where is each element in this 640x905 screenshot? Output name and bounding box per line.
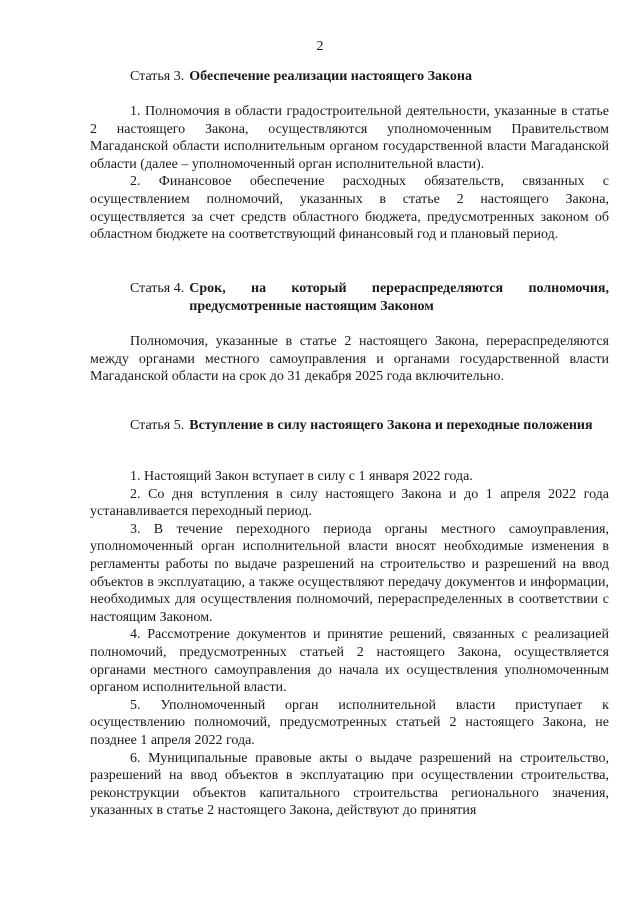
article-5-paragraph-4: 4. Рассмотрение документов и принятие решений, связанных с реализацией полномочий, предусмотренных статьей 2 настоящего Закона, осуществляется органами местного самоуправления до начала их осуществления уполномоченным органом исполнительной власти. bbox=[90, 627, 609, 696]
article-4-label: Статья 4. bbox=[130, 281, 185, 296]
article-5-heading bbox=[90, 417, 609, 435]
article-3-label: Статья 3. bbox=[130, 69, 185, 84]
page-number: 2 bbox=[316, 39, 324, 54]
article-4-paragraph-1: Полномочия, указанные в статье 2 настоящего Закона, перераспределяются между органами местного самоуправления и органами государственной власти Магаданской области на срок до 31 декабря 2025 года включительно. bbox=[90, 334, 609, 385]
article-3-paragraph-2: 2. Финансовое обеспечение расходных обязательств, связанных с осуществлением полномочий, указанных в статье 2 настоящего Закона, осуществляется за счет средств областного бюджета, предусмотренных законом об областном бюджете на соответствующий финансовый год и плановый период. bbox=[90, 174, 609, 243]
article-5-body bbox=[90, 468, 609, 820]
article-3-paragraph-1: 1. Полномочия в области градостроительной деятельности, указанные в статье 2 настоящего Закона, осуществляются уполномоченным Правительством Магаданской области исполнительным органом государственной власти Магаданской области (далее – уполномоченный орган исполнительной власти). bbox=[90, 104, 609, 172]
article-5-paragraph-2: 2. Со дня вступления в силу настоящего Закона и до 1 апреля 2022 года устанавливается переходный период. bbox=[90, 486, 609, 520]
article-5-paragraph-6: 6. Муниципальные правовые акты о выдаче разрешений на строительство, разрешений на ввод объектов в эксплуатацию при осуществлении строительства, реконструкции объектов капитального строительства регионального значения, указанных в статье 2 настоящего Закона, действуют до принятия bbox=[90, 750, 609, 819]
article-5-label: Статья 5. bbox=[130, 418, 185, 433]
article-5-paragraph-1: 1. Настоящий Закон вступает в силу с 1 января 2022 года. bbox=[130, 469, 473, 484]
article-5-title: Вступление в силу настоящего Закона и переходные положения bbox=[189, 418, 593, 433]
article-4-heading bbox=[90, 280, 609, 315]
article-4-body bbox=[90, 333, 609, 386]
article-3-heading bbox=[90, 68, 609, 86]
article-4-title: Срок, на который перераспределяются полномочия, предусмотренные настоящим Законом bbox=[189, 281, 609, 314]
article-5-paragraph-5: 5. Уполномоченный орган исполнительной власти приступает к осуществлению полномочий, предусмотренных статьей 2 настоящего Закона, не позднее 1 апреля 2022 года. bbox=[90, 697, 609, 748]
article-3-body bbox=[90, 103, 609, 244]
article-3-title: Обеспечение реализации настоящего Закона bbox=[189, 69, 472, 84]
article-5-paragraph-3: 3. В течение переходного периода органы местного самоуправления, уполномоченный орган исполнительной власти вносят необходимые изменения в регламенты работы по выдаче разрешений на строительство и разрешений на ввод объектов в эксплуатацию, а также осуществляют передачу документов и информации, необходимых для осуществления полномочий, перераспределенных в соответствии с настоящим Законом. bbox=[90, 521, 609, 625]
